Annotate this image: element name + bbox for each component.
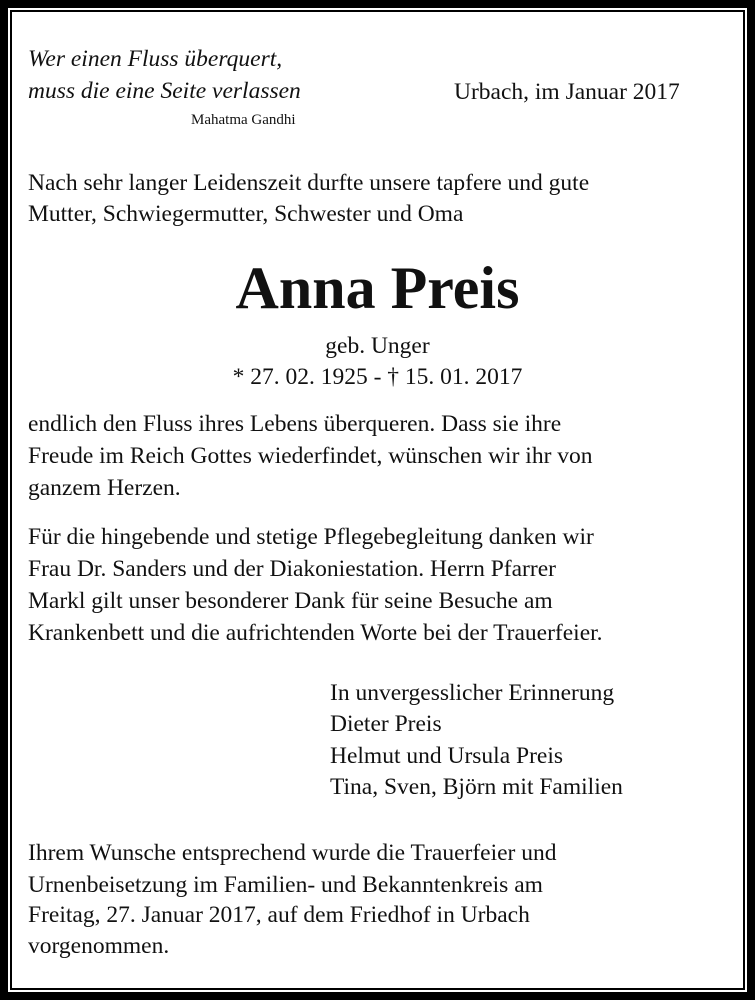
signature-line: Tina, Sven, Björn mit Familien (330, 774, 623, 800)
signature-line: In unvergesslicher Erinnerung (330, 680, 615, 706)
quote-line: Wer einen Fluss überquert, (28, 46, 283, 72)
maiden-name: geb. Unger (325, 333, 430, 359)
signature-line: Dieter Preis (330, 711, 442, 737)
obituary-notice (8, 8, 747, 992)
paragraph-line: endlich den Fluss ihres Lebens überqueren. Dass sie ihre (28, 411, 562, 437)
paragraph-line: Frau Dr. Sanders und der Diakoniestation. Herrn Pfarrer (28, 556, 556, 582)
intro-line: Mutter, Schwiegermutter, Schwester und Oma (28, 201, 464, 227)
paragraph-line: Freude im Reich Gottes wiederfindet, wünschen wir ihr von (28, 443, 593, 469)
paragraph-line: Markl gilt unser besonderer Dank für seine Besuche am (28, 588, 553, 614)
place-date: Urbach, im Januar 2017 (454, 79, 680, 105)
paragraph-line: Krankenbett und die aufrichtenden Worte bei der Trauerfeier. (28, 620, 603, 646)
paragraph-line: ganzem Herzen. (28, 475, 181, 501)
quote-author: Mahatma Gandhi (191, 112, 296, 128)
paragraph-line: Für die hingebende und stetige Pflegebegleitung danken wir (28, 524, 594, 550)
closing-line: Ihrem Wunsche entsprechend wurde die Trauerfeier und (28, 840, 557, 866)
quote-line: muss die eine Seite verlassen (28, 78, 301, 104)
signature-line: Helmut und Ursula Preis (330, 743, 564, 769)
closing-line: vorgenommen. (28, 933, 170, 959)
deceased-name: Anna Preis (235, 255, 520, 321)
closing-line: Freitag, 27. Januar 2017, auf dem Friedhof in Urbach (28, 902, 530, 928)
closing-line: Urnenbeisetzung im Familien- und Bekanntenkreis am (28, 872, 543, 898)
life-dates: * 27. 02. 1925 - † 15. 01. 2017 (232, 364, 523, 390)
intro-line: Nach sehr langer Leidenszeit durfte unsere tapfere und gute (28, 170, 590, 196)
